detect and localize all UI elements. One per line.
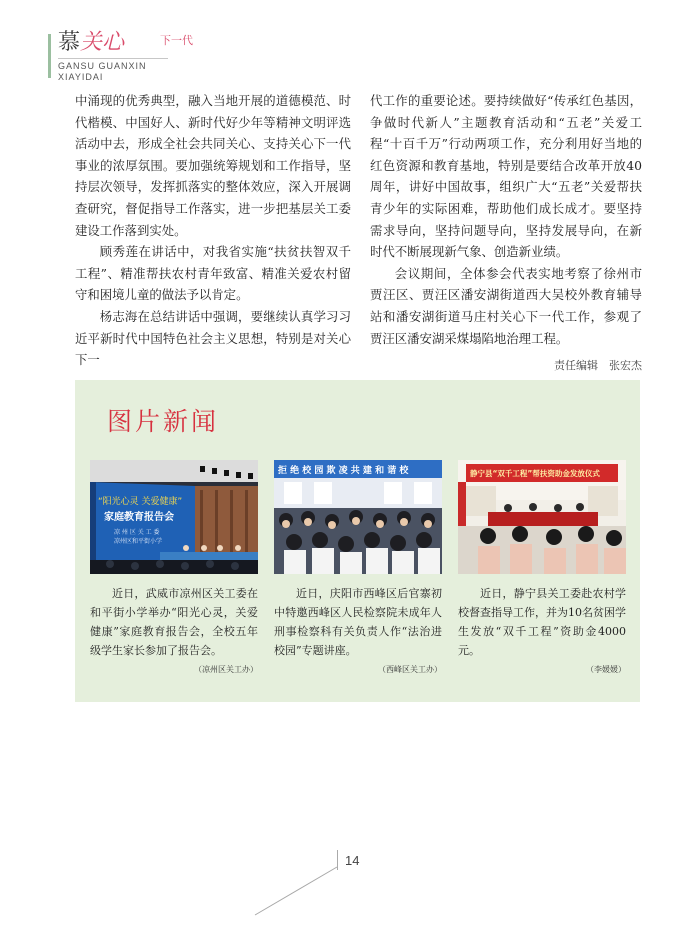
photo-news-section <box>75 380 640 702</box>
news-photo-image <box>458 460 626 574</box>
news-caption-text: 近日，庆阳市西峰区后官寨初中特邀西峰区人民检察院未成年人刑事检察科有关负责人作“法治进校园”专题讲座。 <box>274 587 442 657</box>
banner-text: 拒 绝 校 园 欺 凌 共 建 和 谐 校 <box>278 466 409 476</box>
news-photo-image <box>274 460 442 574</box>
banner-text: “阳光心灵 关爱健康” <box>98 497 183 507</box>
article-paragraph: 代工作的重要论述。要持续做好“传承红色基因，争做时代新人”主题教育活动和“五老”关爱工程“十百千万”行动两项工作，充分利用好当地的红色资源和教育基地，特别是要结合改革开放40周年，讲好中国故事，组织广大“五老”关爱帮扶青少年的实际困难，帮助他们成长成才。要坚持需求导向，坚持问题导向，坚持发展导向，在新时代不断展现新气象、创造新业绩。 <box>370 93 642 260</box>
news-credit: （凉州区关工办） <box>194 665 258 674</box>
logo-title <box>58 30 124 56</box>
article-paragraph: 会议期间，全体参会代表实地考察了徐州市贾汪区、贾汪区潘安湖街道西大吴校外教育辅导站和潘安湖街道马庄村关心下一代工作，参观了贾汪区潘安湖采煤塌陷地治理工程。 <box>370 265 642 346</box>
news-caption <box>90 584 258 660</box>
page-number: 14 <box>345 853 360 868</box>
news-photo <box>458 460 626 574</box>
logo-superscript: 下一代 <box>160 34 193 47</box>
news-photo <box>90 460 258 574</box>
news-caption <box>458 584 626 660</box>
news-caption <box>274 584 442 660</box>
news-caption-text: 近日，静宁县关工委赴农村学校督查指导工作，并为10名贫困学生发放“双千工程”资助金4000元。 <box>458 587 626 657</box>
article-paragraph: 杨志海在总结讲话中强调，要继续认真学习习近平新时代中国特色社会主义思想，特别是对关心下一 <box>75 308 351 368</box>
banner-text: 凉州区和平街小学 <box>114 538 163 545</box>
article-left-column <box>75 90 351 371</box>
news-photo-image <box>90 460 258 574</box>
magazine-logo <box>48 28 218 82</box>
photo-news-item <box>458 460 626 675</box>
banner-text: 静宁县“双千工程”帮扶资助金发放仪式 <box>470 469 600 478</box>
editor-credit: 责任编辑 张宏杰 <box>554 359 642 373</box>
logo-en-line1: GANSU GUANXIN <box>58 61 147 71</box>
logo-accent: 关心 <box>80 30 125 55</box>
logo-divider <box>58 58 168 59</box>
banner-text: 家庭教育报告会 <box>104 512 174 523</box>
photo-news-title: 图片新闻 <box>107 407 220 436</box>
news-credit: （李媛媛） <box>586 665 626 674</box>
news-photo <box>274 460 442 574</box>
news-credit: （西峰区关工办） <box>378 665 442 674</box>
article-paragraph: 顾秀莲在讲话中，对我省实施“扶贫扶智双千工程”、精准帮扶农村青年致富、精准关爱农村留守和困境儿童的做法予以肯定。 <box>75 244 351 303</box>
article-right-column <box>370 90 642 377</box>
news-caption-text: 近日，武威市凉州区关工委在和平街小学举办“阳光心灵，关爱健康”家庭教育报告会，全校五年级学生家长参加了报告会。 <box>90 587 258 657</box>
logo-bar <box>48 34 51 78</box>
logo-char: 慕 <box>58 30 81 55</box>
logo-en-line2: XIAYIDAI <box>58 72 104 82</box>
photo-news-item <box>274 460 442 675</box>
banner-text: 凉 州 区 关 工 委 <box>114 529 160 536</box>
photo-news-item <box>90 460 258 675</box>
page-number-divider <box>337 850 338 870</box>
article-paragraph: 中涌现的优秀典型，融入当地开展的道德模范、时代楷模、中国好人、新时代好少年等精神文明评选活动中去，形成全社会共同关心、支持关心下一代事业的浓厚氛围。要加强统筹规划和工作指导，坚持层次领导，发挥抓落实的整体效应，深入开展调查研究，督促指导工作落实，进一步把基层关工委建设工作落到实处。 <box>75 93 351 238</box>
